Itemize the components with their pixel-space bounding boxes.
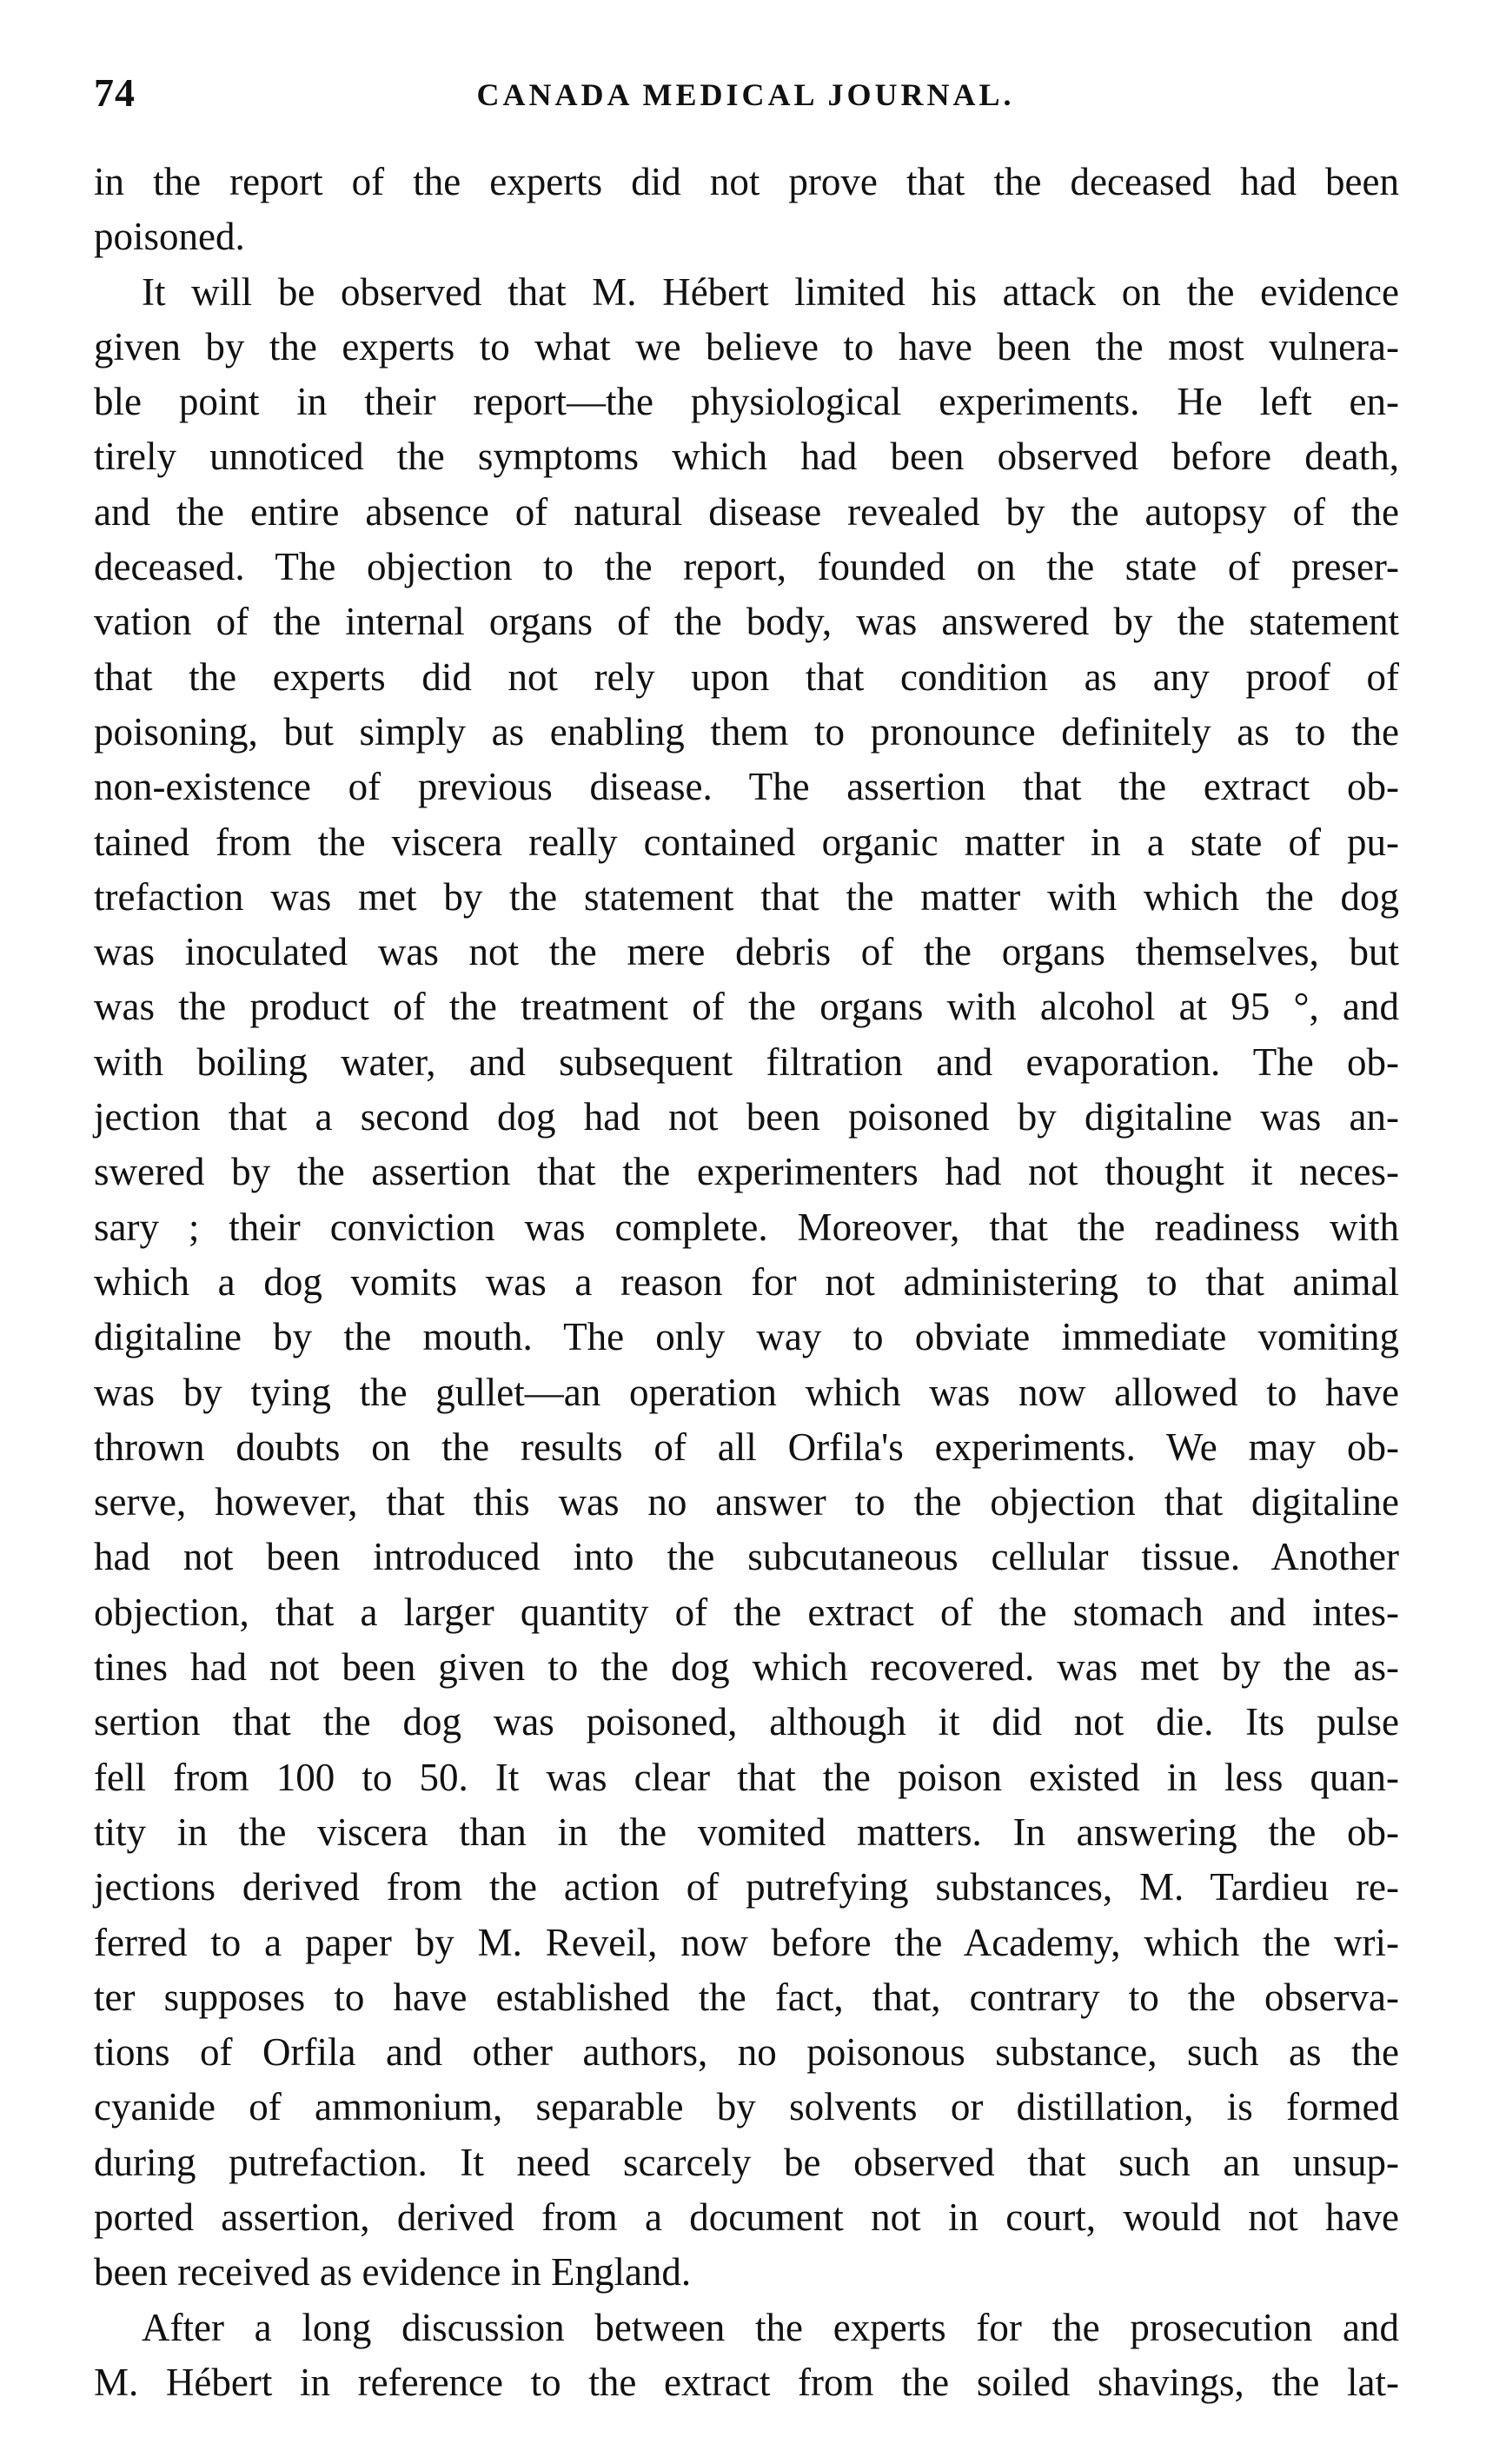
text-line: tions of Orfila and other authors, no poisonous substance, such as the xyxy=(94,2030,1399,2075)
text-line: poisoned. xyxy=(94,215,245,259)
text-line: tained from the viscera really contained organic matter in a state of pu- xyxy=(94,820,1399,864)
text-line: in the report of the experts did not prove that the deceased had been xyxy=(94,160,1399,203)
text-line: tirely unnoticed the symptoms which had been observed before death, xyxy=(94,435,1399,479)
page-header xyxy=(94,70,1397,122)
text-line: during putrefaction. It need scarcely be observed that such an unsup- xyxy=(94,2140,1399,2184)
text-line: M. Hébert in reference to the extract from the soiled shavings, the lat- xyxy=(94,2360,1399,2404)
text-line: It will be observed that M. Hébert limited his attack on the evidence xyxy=(142,269,1399,314)
text-line: tity in the viscera than in the vomited matters. In answering the ob- xyxy=(94,1810,1399,1854)
text-line: trefaction was met by the statement that the matter with which the dog xyxy=(94,874,1399,919)
text-line: sary ; their conviction was complete. Moreover, that the readiness with xyxy=(94,1205,1399,1249)
text-line: had not been introduced into the subcutaneous cellular tissue. Another xyxy=(94,1535,1399,1579)
text-line: digitaline by the mouth. The only way to obviate immediate vomiting xyxy=(94,1315,1399,1359)
text-line: with boiling water, and subsequent filtration and evaporation. The ob- xyxy=(94,1039,1399,1084)
text-line: swered by the assertion that the experimenters had not thought it neces- xyxy=(94,1150,1399,1194)
text-line: jections derived from the action of putrefying substances, M. Tardieu re- xyxy=(94,1865,1399,1909)
body-text xyxy=(94,155,1399,2410)
text-line: deceased. The objection to the report, founded on the state of preser- xyxy=(94,545,1399,589)
text-line: was inoculated was not the mere debris of the organs themselves, but xyxy=(94,930,1399,974)
text-line: non-existence of previous disease. The assertion that the extract ob- xyxy=(94,765,1399,809)
running-title: CANADA MEDICAL JOURNAL. xyxy=(476,77,1015,112)
text-line: tines had not been given to the dog which recovered. was met by the as- xyxy=(94,1645,1399,1690)
text-line: vation of the internal organs of the body, was answered by the statement xyxy=(94,600,1399,644)
text-line: that the experts did not rely upon that condition as any proof of xyxy=(94,654,1399,699)
text-line: was by tying the gullet—an operation which was now allowed to have xyxy=(94,1370,1399,1414)
text-line: been received as evidence in England. xyxy=(94,2250,692,2295)
text-line: and the entire absence of natural disease revealed by the autopsy of the xyxy=(94,489,1399,534)
text-line: ter supposes to have established the fact, that, contrary to the observa- xyxy=(94,1975,1399,2019)
text-line: ble point in their report—the physiological experiments. He left en- xyxy=(94,380,1399,424)
text-line: which a dog vomits was a reason for not administering to that animal xyxy=(94,1259,1399,1304)
text-line: After a long discussion between the experts for the prosecution and xyxy=(142,2305,1399,2349)
text-line: thrown doubts on the results of all Orfila's experiments. We may ob- xyxy=(94,1425,1399,1469)
page-number: 74 xyxy=(94,70,136,115)
text-line: objection, that a larger quantity of the extract of the stomach and intes- xyxy=(94,1590,1399,1634)
text-line: ferred to a paper by M. Reveil, now before the Academy, which the wri- xyxy=(94,1920,1399,1964)
text-line: fell from 100 to 50. It was clear that the poison existed in less quan- xyxy=(94,1755,1399,1799)
text-line: serve, however, that this was no answer to the objection that digitaline xyxy=(94,1480,1399,1524)
text-line: ported assertion, derived from a document not in court, would not have xyxy=(94,2195,1399,2239)
text-line: cyanide of ammonium, separable by solvents or distillation, is formed xyxy=(94,2085,1399,2129)
text-line: given by the experts to what we believe to have been the most vulnera- xyxy=(94,324,1399,369)
text-line: sertion that the dog was poisoned, although it did not die. Its pulse xyxy=(94,1700,1399,1744)
text-line: poisoning, but simply as enabling them to pronounce definitely as to the xyxy=(94,709,1399,754)
text-line: jection that a second dog had not been poisoned by digitaline was an- xyxy=(94,1095,1399,1139)
text-line: was the product of the treatment of the organs with alcohol at 95 °, and xyxy=(94,985,1399,1029)
